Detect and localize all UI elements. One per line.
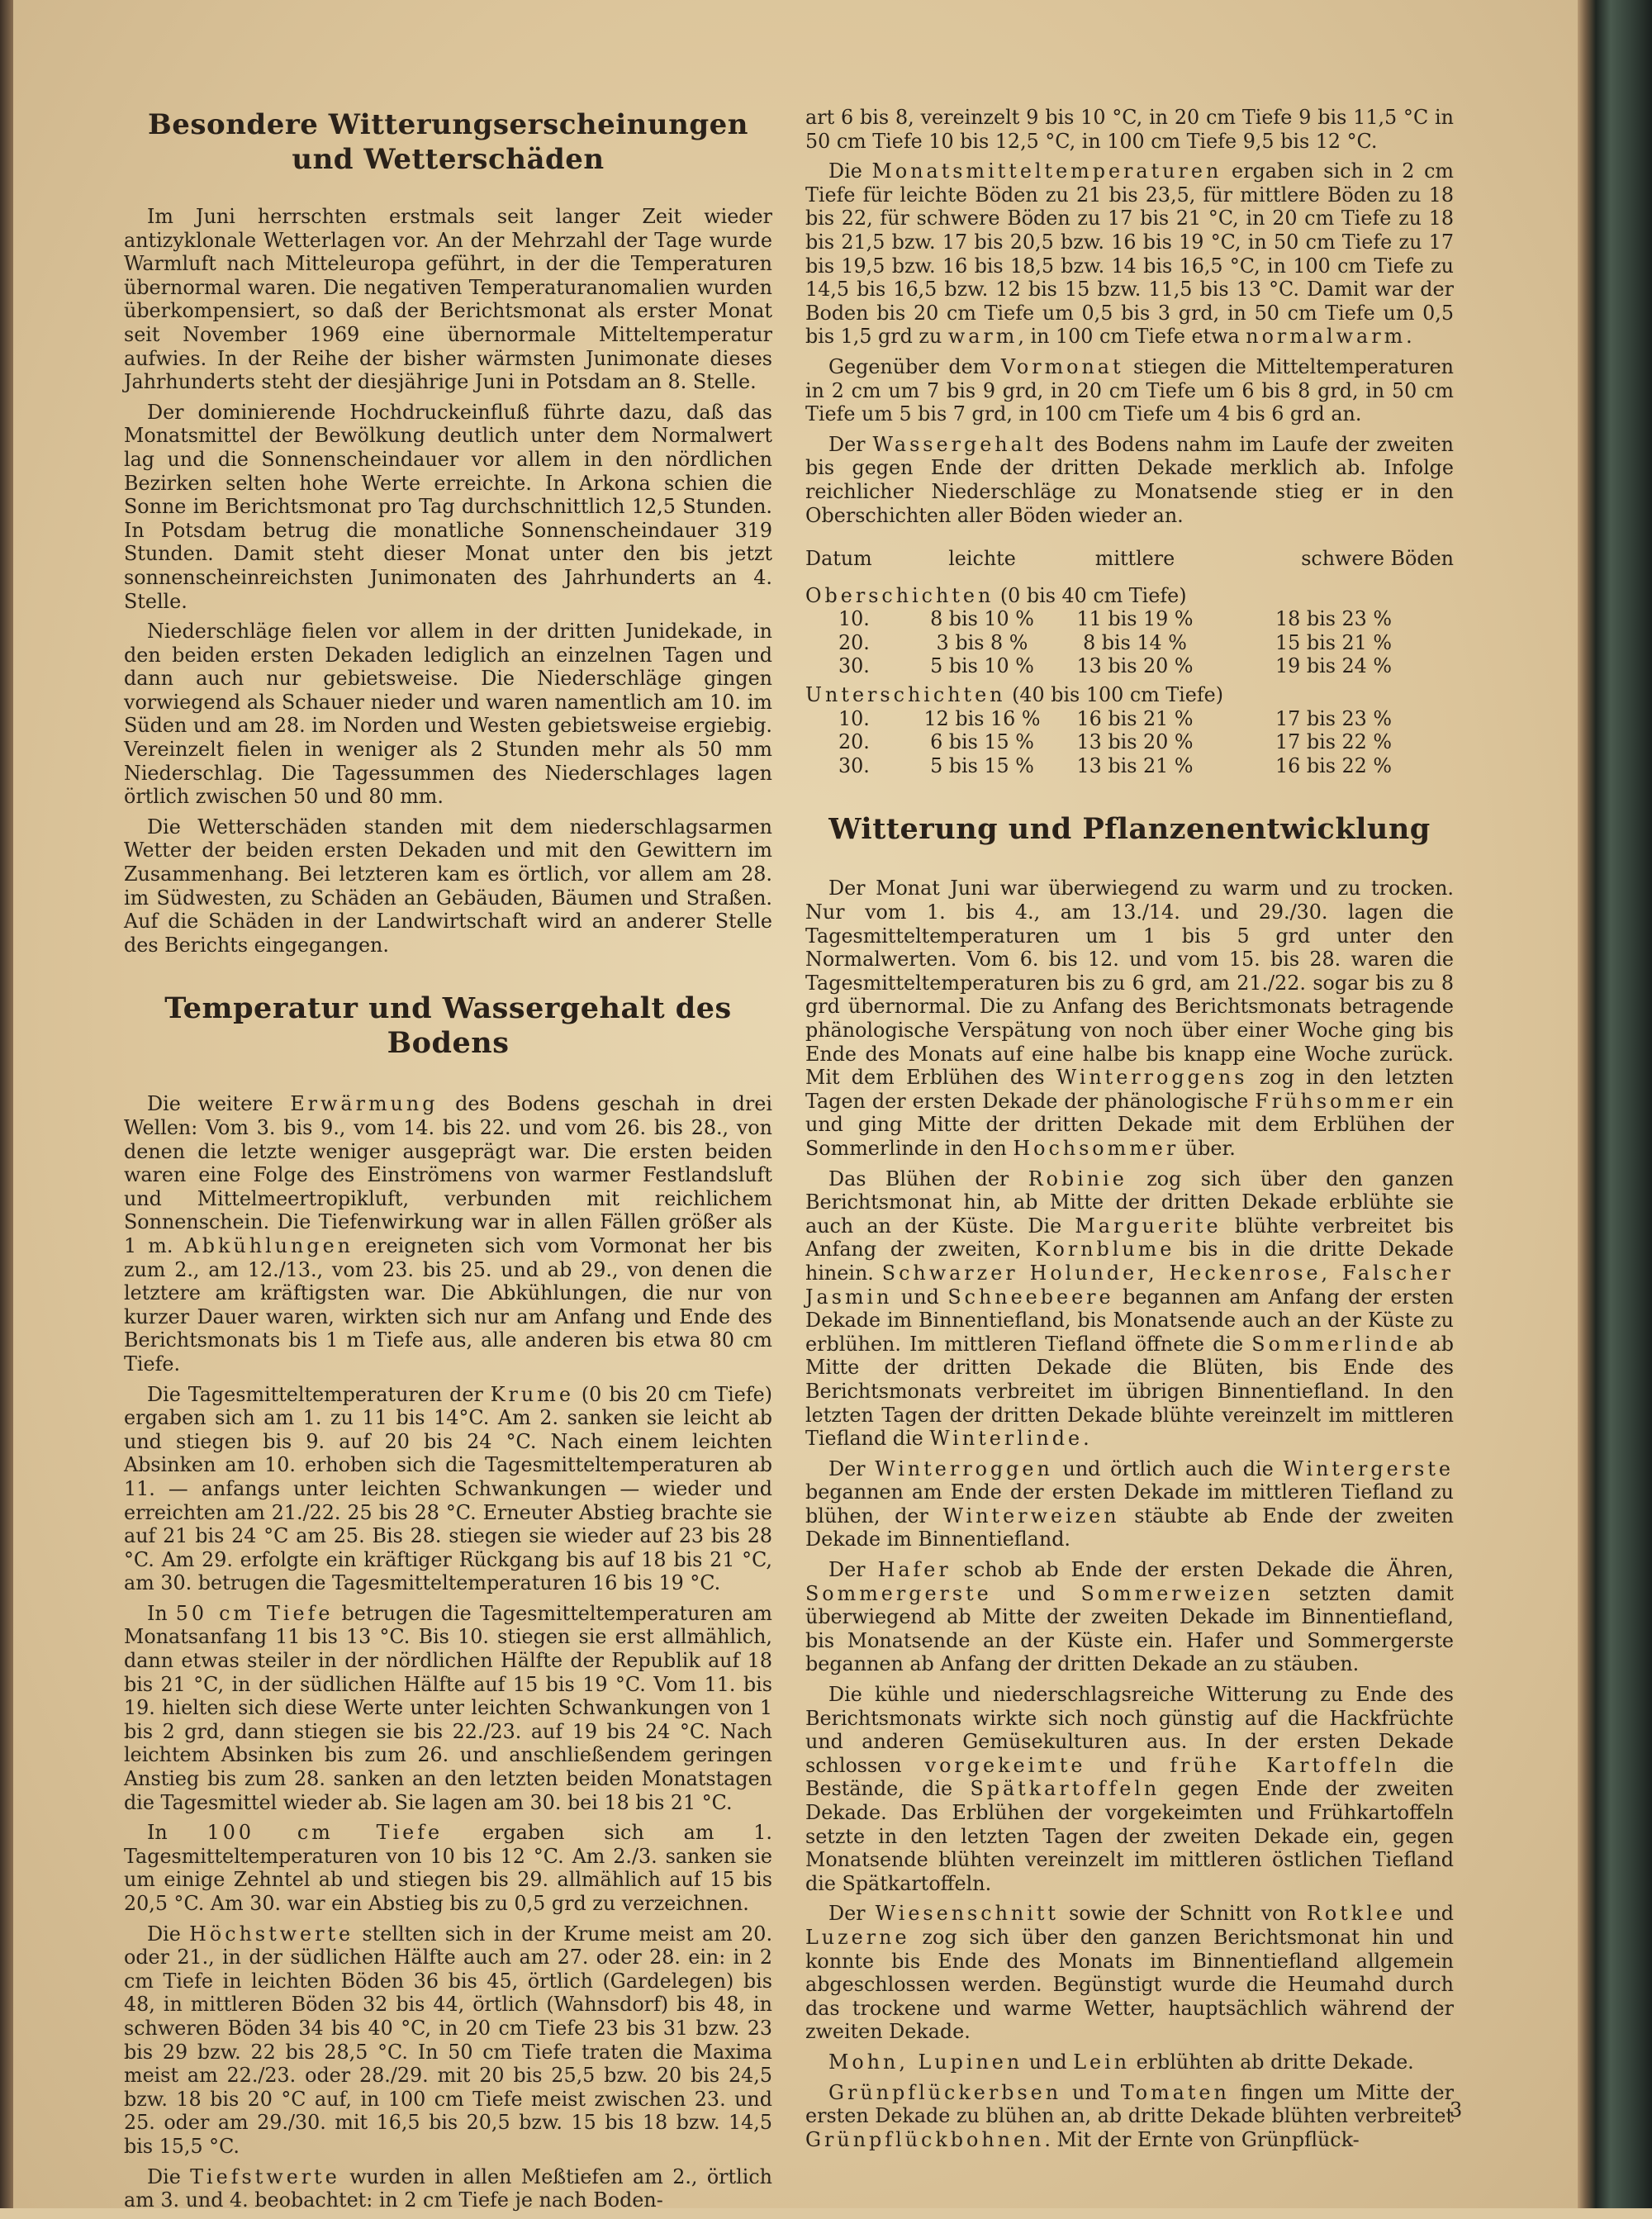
binding-right-edge	[1578, 0, 1652, 2208]
paragraph: Die weitere Erwärmung des Bodens geschah in drei Wellen: Vom 3. bis 9., vom 14. bis 22. und vom 26. bis 28., von denen die letzte weniger ausgeprägt war. Die ersten beiden waren eine Folge des Einströmens von warmer Festlandsluft und Mittelmeertropikluft, verbunden mit reichlichem Sonnenschein. Die Tiefenwirkung war in allen Fällen größer als 1 m. Abkühlungen ereigneten sich vom Vormonat her bis zum 2., am 12./13., vom 23. bis 25. und ab 29., von denen die letztere am kräftigsten war. Die Abkühlungen, die nur von kurzer Dauer waren, wirkten sich nur am Anfang und Ende des Berichtsmonats bis 1 m Tiefe aus, alle anderen bis etwa 80 cm Tiefe.	[124, 1092, 772, 1376]
paragraph: In 50 cm Tiefe betrugen die Tagesmitteltemperaturen am Monatsanfang 11 bis 13 °C. Bis 10. stiegen sie erst allmählich, dann etwas steiler in der nördlichen Hälfte der Republik auf 18 bis 21 °C, in der südlichen Hälfte auf 15 bis 19 °C. Vom 11. bis 19. hielten sich diese Werte unter leichten Schwankungen von 1 bis 2 grd, dann stiegen sie bis 22./23. auf 19 bis 24 °C. Nach leichtem Absinken bis zum 26. und anschließendem geringen Anstieg bis zum 28. sanken an den letzten beiden Monatstagen die Tagesmittel wieder ab. Sie lagen am 30. bei 18 bis 21 °C.	[124, 1601, 772, 1814]
table-header-cell: mittlere	[1094, 547, 1175, 571]
table-cell: 10.	[838, 706, 870, 730]
heading-soil-temperature: Temperatur und Wassergehalt des Bodens	[164, 991, 732, 1061]
table-cell: 8 bis 14 %	[1083, 630, 1187, 654]
table-cell: 13 bis 20 %	[1076, 654, 1194, 678]
paragraph: Der Wiesenschnitt sowie der Schnitt von Rotklee und Luzerne zog sich über den ganzen Berichtsmonat hin und konnte bis Ende des Monats im Binnentiefland allgemein abgeschlossen werden. Begünstigt wurde die Heumahd durch das trockene und warme Wetter, hauptsächlich während der zweiten Dekade.	[805, 1902, 1455, 2044]
table-cell: 20.	[838, 630, 870, 654]
paragraph: Die Höchstwerte stellten sich in der Krume meist am 20. oder 21., in der südlichen Hälfte auch am 27. oder 28. ein: in 2 cm Tiefe in leichten Böden 36 bis 45, örtlich (Gardelegen) bis 48, in mittleren Böden 32 bis 44, örtlich (Wahnsdorf) bis 48, in schweren Böden 34 bis 40 °C, in 20 cm Tiefe 23 bis 31 bzw. 23 bis 29 bzw. 22 bis 28,5 °C. In 50 cm Tiefe traten die Maxima meist am 22./23. oder 28./29. mit 20 bis 25,5 bzw. 20 bis 24,5 bzw. 18 bis 20 °C auf, in 100 cm Tiefe meist zwischen 23. und 25. oder am 29./30. mit 16,5 bis 20,5 bzw. 15 bis 18 bzw. 14,5 bis 15,5 °C.	[124, 1922, 773, 2158]
table-header-cell: Datum	[805, 547, 872, 571]
table-cell: 13 bis 21 %	[1076, 753, 1194, 777]
table-row	[805, 631, 1454, 655]
table-cell: 30.	[838, 654, 870, 678]
table-header-cell: leichte	[948, 547, 1016, 571]
paragraph: Das Blühen der Robinie zog sich über den ganzen Berichtsmonat hin, ab Mitte der dritten Dekade erblühte sie auch an der Küste. Die Marguerite blühte verbreitet bis Anfang der zweiten, Kornblume bis in die dritte Dekade hinein. Schwarzer Holunder, Heckenrose, Falscher Jasmin und Schneebeere begannen am Anfang der ersten Dekade im Binnentiefland, bis Monatsende auch an der Küste zu erblühen. Im mittleren Tiefland öffnete die Sommerlinde ab Mitte der dritten Dekade die Blüten, bis Ende des Berichtsmonats verbreitet im übrigen Binnentiefland. In den letzten Tagen der dritten Dekade blühte vereinzelt im mittleren Tiefland die Winterlinde.	[805, 1167, 1454, 1451]
table-cell: 13 bis 20 %	[1076, 730, 1194, 754]
paragraph: Die Tagesmitteltemperaturen der Krume (0 bis 20 cm Tiefe) ergaben sich am 1. zu 11 bis 14°C. Am 2. sanken sie leicht ab und stiegen bis 9. auf 20 bis 24 °C. Nach einem leichten Absinken am 10. erhoben sich die Tagesmitteltemperaturen ab 11. — anfangs unter leichten Schwankungen — wieder und erreichten am 21./22. 25 bis 28 °C. Erneuter Abstieg brachte sie auf 21 bis 24 °C am 25. Bis 28. stiegen sie wieder auf 23 bis 28 °C. Am 29. erfolgte ein kräftiger Rückgang bis auf 18 bis 21 °C, am 30. betrugen die Tagesmitteltemperaturen 16 bis 19 °C.	[124, 1382, 772, 1595]
table-cell: 17 bis 23 %	[1275, 706, 1392, 730]
table-section-label: Oberschichten (0 bis 40 cm Tiefe)	[805, 583, 1187, 607]
paragraph: Der Winterroggen und örtlich auch die Wintergerste begannen am Ende der ersten Dekade im mittleren Tiefland zu blühen, der Winterweizen stäubte ab Ende der zweiten Dekade im Binnentiefland.	[805, 1456, 1454, 1551]
soil-water-table	[805, 547, 1454, 777]
paragraph: Die Wetterschäden standen mit dem niederschlagsarmen Wetter der beiden ersten Dekaden und mit den Gewittern im Zusammenhang. Bei letzteren kam es örtlich, vor allem am 28. im Südwesten, zu Schäden an Gebäuden, Bäumen und Straßen. Auf die Schäden in der Landwirtschaft wird an anderer Stelle des Berichts eingegangen.	[124, 815, 772, 957]
paragraph: Der Monat Juni war überwiegend zu warm und zu trocken. Nur vom 1. bis 4., am 13./14. und 29./30. lagen die Tagesmitteltemperaturen um 1 bis 5 grd unter den Normalwerten. Vom 6. bis 12. und vom 15. bis 28. waren die Tagesmitteltemperaturen bis zu 6 grd, am 21./22. sogar bis zu 8 grd übernormal. Die zu Anfang des Berichtsmonats betragende phänologische Verspätung von noch über einer Woche ging bis Ende des Monats auf eine halbe bis knapp eine Woche zurück. Mit dem Erblühen des Winterroggens zog in den letzten Tagen der ersten Dekade der phänologische Frühsommer ein und ging Mitte der dritten Dekade mit dem Erblühen der Sommerlinde in den Hochsommer über.	[805, 877, 1455, 1160]
paragraph: Der dominierende Hochdruckeinfluß führte dazu, daß das Monatsmittel der Bewölkung deutlich unter dem Normalwert lag und die Sonnenscheindauer vor allem in den nördlichen Bezirken selten hohe Werte erreichte. In Arkona schien die Sonne im Berichtsmonat pro Tag durchschnittlich 12,5 Stunden. In Potsdam betrug die monatliche Sonnenscheindauer 319 Stunden. Damit steht dieser Monat unter den bis jetzt sonnenscheinreichsten Junimonaten des Jahrhunderts an 4. Stelle.	[124, 400, 772, 613]
table-section-row	[805, 579, 1454, 608]
paragraph: Niederschläge fielen vor allem in der dritten Junidekade, in den beiden ersten Dekaden lediglich an einzelnen Tagen und dann auch nur gebietsweise. Die Niederschläge gingen vorwiegend als Schauer nieder und waren namentlich am 10. im Süden und am 28. im Norden und Westen gebietsweise ergiebig. Vereinzelt fielen in weniger als 2 Stunden mehr als 50 mm Niederschlag. Die Tagessummen des Niederschlages lagen örtlich zwischen 50 und 80 mm.	[124, 620, 772, 809]
table-cell: 5 bis 15 %	[930, 753, 1034, 777]
paragraph: Grünpflückerbsen und Tomaten fingen um Mitte der ersten Dekade zu blühen an, ab dritte Dekade blühten verbreitet Grünpflückbohnen. Mit der Ernte von Grünpflück-	[805, 2080, 1454, 2151]
table-header-row	[805, 547, 1454, 579]
table-cell: 16 bis 21 %	[1076, 706, 1194, 730]
table-cell: 6 bis 15 %	[930, 730, 1034, 754]
paragraph: Gegenüber dem Vormonat stiegen die Mitteltemperaturen in 2 cm um 7 bis 9 grd, in 20 cm Tiefe um 6 bis 8 grd, in 50 cm Tiefe um 5 bis 7 grd, in 100 cm Tiefe um 4 bis 6 grd an.	[805, 354, 1454, 426]
table-section-label: Unterschichten (40 bis 100 cm Tiefe)	[805, 683, 1224, 707]
table-header-cell: schwere Böden	[1301, 547, 1454, 571]
table-cell: 8 bis 10 %	[930, 607, 1034, 631]
table-row	[805, 730, 1454, 754]
table-cell: 30.	[838, 753, 870, 777]
heading-weather-events: Besondere Witterungserscheinungen und Wetterschäden	[148, 108, 748, 176]
table-cell: 19 bis 24 %	[1275, 654, 1392, 678]
paragraph: Mohn, Lupinen und Lein erblühten ab dritte Dekade.	[828, 2050, 1414, 2074]
table-row	[805, 654, 1454, 678]
table-cell: 17 bis 22 %	[1275, 730, 1392, 754]
page-number: 3	[1450, 2098, 1463, 2122]
paragraph: Die kühle und niederschlagsreiche Witterung zu Ende des Berichtsmonats wirkte sich noch günstig auf die Hackfrüchte und anderen Gemüsekulturen aus. In der ersten Dekade schlossen vorgekeimte und frühe Kartoffeln die Bestände, die Spätkartoffeln gegen Ende der zweiten Dekade. Das Erblühen der vorgekeimten und Frühkartoffeln setzte in den letzten Tagen der zweiten Dekade ein, gegen Monatsende blühten vereinzelt im mittleren östlichen Tiefland die Spätkartoffeln.	[805, 1683, 1455, 1895]
heading-weather-plants: Witterung und Pflanzenentwicklung	[828, 812, 1431, 847]
table-cell: 18 bis 23 %	[1275, 607, 1392, 631]
table-cell: 16 bis 22 %	[1275, 753, 1392, 777]
paragraph: art 6 bis 8, vereinzelt 9 bis 10 °C, in 20 cm Tiefe 9 bis 11,5 °C in 50 cm Tiefe 10 bis 12,5 °C, in 100 cm Tiefe 9,5 bis 12 °C.	[805, 106, 1454, 153]
binding-left-edge	[0, 0, 13, 2208]
paragraph: Die Tiefstwerte wurden in allen Meßtiefen am 2., örtlich am 3. und 4. beobachtet: in 2 cm Tiefe je nach Boden-	[124, 2164, 772, 2212]
paragraph: In 100 cm Tiefe ergaben sich am 1. Tagesmitteltemperaturen von 10 bis 12 °C. Am 2./3. sanken sie um einige Zehntel ab und stiegen bis 29. allmählich auf 15 bis 20,5 °C. Am 30. war ein Abstieg bis zu 0,5 grd zu verzeichnen.	[124, 1821, 772, 1915]
paragraph: Der Hafer schob ab Ende der ersten Dekade die Ähren, Sommergerste und Sommerweizen setzten damit überwiegend ab Mitte der zweiten Dekade im Binnentiefland, bis Monatsende an der Küste ein. Hafer und Sommergerste begannen ab Anfang der dritten Dekade an zu stäuben.	[805, 1558, 1454, 1676]
paragraph: Im Juni herrschten erstmals seit langer Zeit wieder antizyklonale Wetterlagen vor. An der Mehrzahl der Tage wurde Warmluft nach Mitteleuropa geführt, in der die Temperaturen übernormal waren. Die negativen Temperaturanomalien wurden überkompensiert, so daß der Berichtsmonat als erster Monat seit November 1969 eine übernormale Mitteltemperatur aufwies. In der Reihe der bisher wärmsten Junimonate dieses Jahrhunderts steht der diesjährige Juni in Potsdam an 8. Stelle.	[124, 205, 772, 394]
table-cell: 5 bis 10 %	[930, 654, 1034, 678]
table-cell: 15 bis 21 %	[1275, 630, 1392, 654]
table-cell: 12 bis 16 %	[923, 706, 1041, 730]
table-row	[805, 707, 1454, 731]
table-cell: 10.	[838, 607, 870, 631]
table-cell: 11 bis 19 %	[1076, 607, 1194, 631]
table-row	[805, 607, 1454, 631]
paragraph: Die Monatsmitteltemperaturen ergaben sich in 2 cm Tiefe für leichte Böden zu 21 bis 23,5, für mittlere Böden zu 18 bis 22, für schwere Böden zu 17 bis 21 °C, in 20 cm Tiefe zu 18 bis 21,5 bzw. 17 bis 20,5 bzw. 16 bis 19 °C, in 50 cm Tiefe zu 17 bis 19,5 bzw. 16 bis 18,5 bzw. 14 bis 16,5 °C, in 100 cm Tiefe zu 14,5 bis 16,5 bzw. 12 bis 15 bzw. 11,5 bis 13 °C. Damit war der Boden bis 20 cm Tiefe um 0,5 bis 3 grd, in 50 cm Tiefe um 0,5 bis 1,5 grd zu warm, in 100 cm Tiefe etwa normalwarm.	[805, 159, 1454, 349]
table-section-row	[805, 678, 1454, 707]
table-cell: 20.	[838, 730, 870, 754]
table-row	[805, 754, 1454, 778]
table-cell: 3 bis 8 %	[936, 630, 1028, 654]
paragraph: Der Wassergehalt des Bodens nahm im Laufe der zweiten bis gegen Ende der dritten Dekade merklich ab. Infolge reichlicher Niederschläge zu Monatsende stieg er in den Oberschichten aller Böden wieder an.	[805, 432, 1455, 527]
left-column	[124, 107, 772, 2219]
right-column	[805, 106, 1454, 2158]
